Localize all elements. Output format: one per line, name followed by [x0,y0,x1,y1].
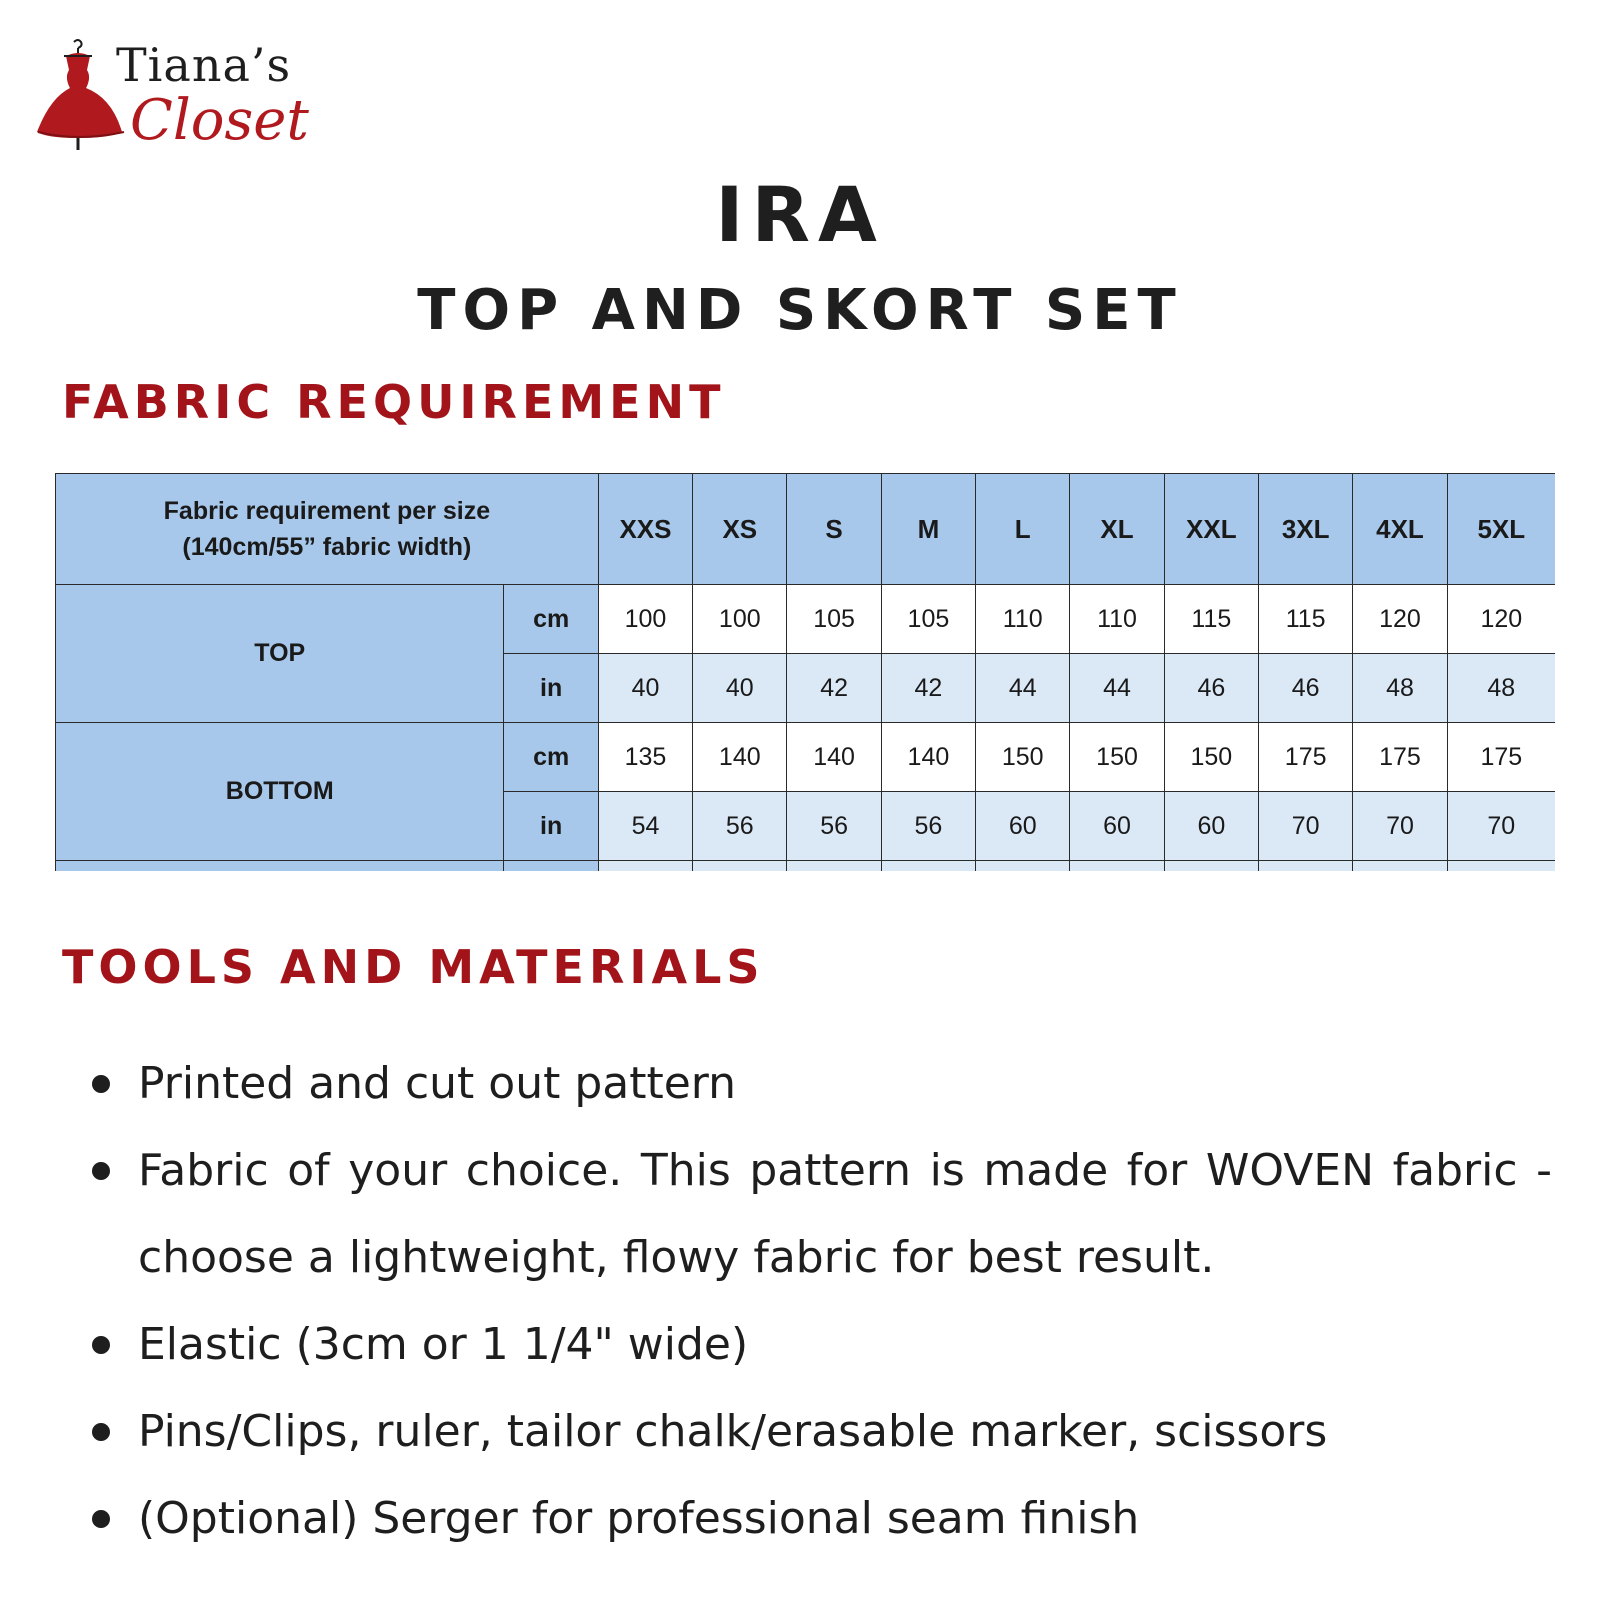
unit-cell: in [504,654,598,723]
table-row [56,723,1556,792]
list-item-text: Printed and cut out pattern [138,1058,736,1109]
brand-logo [34,32,309,153]
table-header-row [56,474,1556,585]
bullet-icon [92,1162,110,1180]
value-cell: 44 [1070,654,1164,723]
value-cell: 110 [1070,585,1164,654]
size-header: L [976,474,1070,585]
value-cell: 150 [1070,723,1164,792]
value-cell: 140 [693,723,787,792]
bullet-icon [92,1336,110,1354]
size-header: M [881,474,975,585]
table-cell [598,861,692,872]
fabric-requirement-heading: FABRIC REQUIREMENT [62,375,726,429]
list-item-text: (Optional) Serger for professional seam finish [138,1493,1140,1544]
table-cell [881,861,975,872]
value-cell: 115 [1164,585,1258,654]
bullet-icon [92,1510,110,1528]
value-cell: 40 [693,654,787,723]
unit-cell: cm [504,723,598,792]
unit-cell: in [504,792,598,861]
list-item [92,1127,1552,1301]
value-cell: 44 [976,654,1070,723]
bullet-icon [92,1423,110,1441]
value-cell: 100 [598,585,692,654]
table-header-line2: (140cm/55” fabric width) [182,533,472,561]
table-row [56,585,1556,654]
value-cell: 54 [598,792,692,861]
value-cell: 56 [787,792,881,861]
value-cell: 70 [1259,792,1353,861]
value-cell: 42 [881,654,975,723]
table-cell [56,861,504,872]
value-cell: 120 [1447,585,1555,654]
value-cell: 60 [976,792,1070,861]
table-cell [1353,861,1447,872]
value-cell: 46 [1259,654,1353,723]
size-header: XS [693,474,787,585]
value-cell: 100 [693,585,787,654]
size-header: XXL [1164,474,1258,585]
table-header-line1: Fabric requirement per size [163,497,491,525]
value-cell: 115 [1259,585,1353,654]
fabric-requirement-table-wrapper [55,473,1555,871]
size-header: 3XL [1259,474,1353,585]
value-cell: 140 [787,723,881,792]
table-cell [976,861,1070,872]
list-item-text: Pins/Clips, ruler, tailor chalk/erasable marker, scissors [138,1406,1328,1457]
value-cell: 56 [881,792,975,861]
value-cell: 105 [787,585,881,654]
size-header: 4XL [1353,474,1447,585]
value-cell: 46 [1164,654,1258,723]
value-cell: 175 [1447,723,1555,792]
value-cell: 140 [881,723,975,792]
table-cell [504,861,598,872]
value-cell: 105 [881,585,975,654]
value-cell: 120 [1353,585,1447,654]
table-cell [1070,861,1164,872]
value-cell: 150 [1164,723,1258,792]
fabric-requirement-table [55,473,1555,871]
value-cell: 42 [787,654,881,723]
pattern-title: IRA [715,170,885,259]
table-header-description [56,474,599,585]
size-header: XL [1070,474,1164,585]
value-cell: 48 [1353,654,1447,723]
group-label-top: TOP [56,585,504,723]
list-item [92,1475,1552,1562]
list-item-text: Elastic (3cm or 1 1/4" wide) [138,1319,749,1370]
size-header: XXS [598,474,692,585]
table-cell [787,861,881,872]
value-cell: 48 [1447,654,1555,723]
list-item-text: Fabric of your choice. This pattern is made for WOVEN fabric - choose a lightweight, flowy fabric for best result. [138,1145,1552,1283]
value-cell: 110 [976,585,1070,654]
value-cell: 175 [1353,723,1447,792]
value-cell: 70 [1353,792,1447,861]
bullet-icon [92,1075,110,1093]
value-cell: 150 [976,723,1070,792]
table-cell [1259,861,1353,872]
value-cell: 175 [1259,723,1353,792]
size-header: 5XL [1447,474,1555,585]
list-item [92,1388,1552,1475]
pattern-subtitle: TOP AND SKORT SET [417,278,1183,343]
value-cell: 135 [598,723,692,792]
list-item [92,1301,1552,1388]
list-item [92,1040,1552,1127]
tools-and-materials-heading: TOOLS AND MATERIALS [62,940,765,994]
brand-name-line2: Closet [130,88,309,153]
value-cell: 40 [598,654,692,723]
value-cell: 56 [693,792,787,861]
group-label-bottom: BOTTOM [56,723,504,861]
table-cell [1164,861,1258,872]
value-cell: 60 [1070,792,1164,861]
table-cell [693,861,787,872]
unit-cell: cm [504,585,598,654]
size-header: S [787,474,881,585]
brand-name-line1: Tiana’s [116,38,292,92]
value-cell: 70 [1447,792,1555,861]
table-row-cropped [56,861,1556,872]
table-cell [1447,861,1555,872]
value-cell: 60 [1164,792,1258,861]
tools-list [92,1040,1552,1562]
